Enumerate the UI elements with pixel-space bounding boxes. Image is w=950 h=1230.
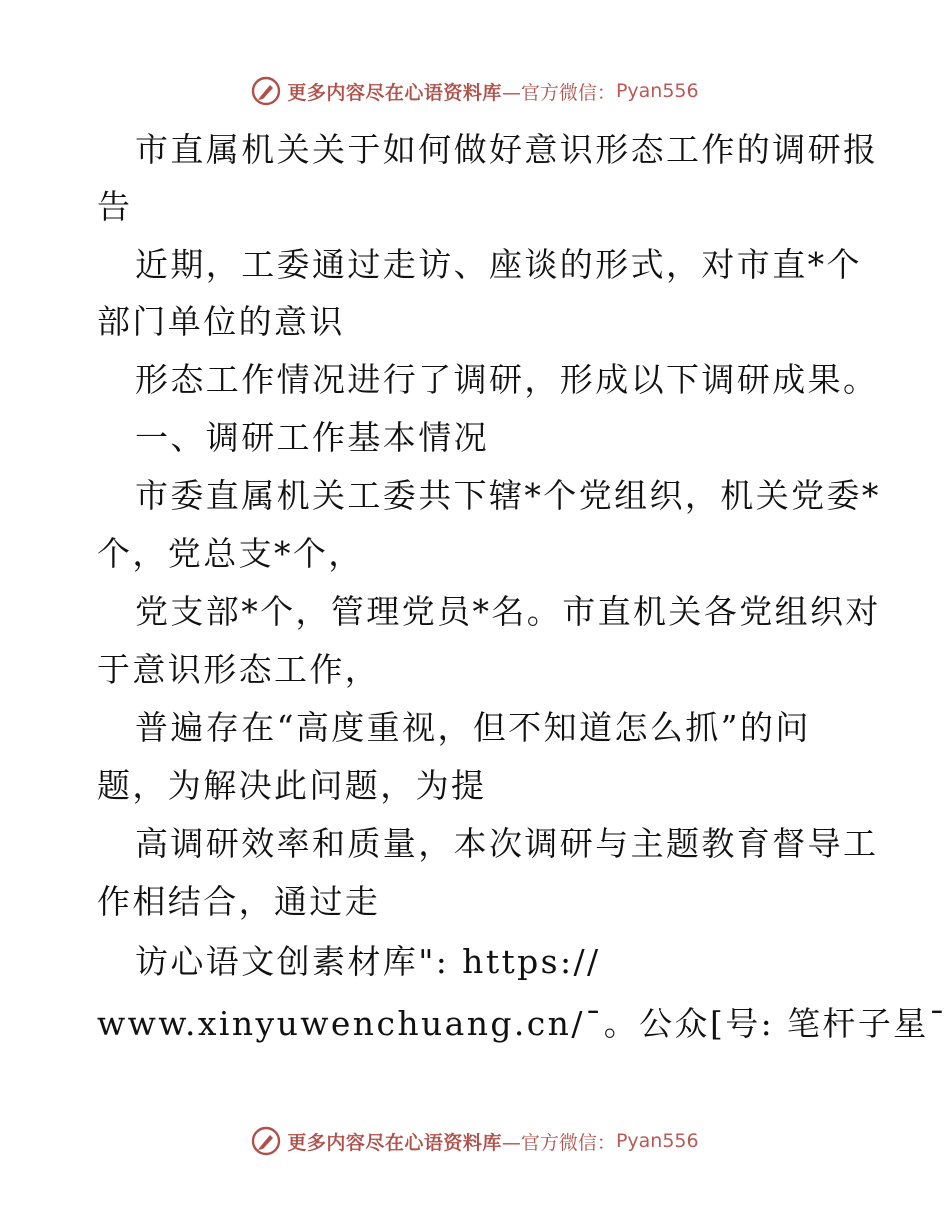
banner-wechat-id: Pyan556	[615, 80, 699, 102]
paragraph-line: 作相结合，通过走	[97, 882, 381, 921]
paragraph-line: 普遍存在“高度重视，但不知道怎么抓”的问	[135, 708, 811, 747]
banner-brand-text: 更多内容尽在心语资料库	[287, 81, 502, 104]
paragraph-line: 市委直属机关工委共下辖*个党组织，机关党委*	[135, 476, 881, 515]
paragraph-line: 近期，工委通过走访、座谈的形式，对市直*个	[135, 245, 862, 284]
paragraph-line: 高调研效率和质量，本次调研与主题教育督导工	[135, 824, 879, 863]
paragraph-line: 访心语文创素材库": https://	[135, 942, 601, 981]
title-line-1: 市直属机关关于如何做好意识形态工作的调研报	[135, 130, 879, 169]
banner-brand-text: 更多内容尽在心语资料库	[287, 1131, 502, 1154]
banner-wechat-id: Pyan556	[615, 1130, 699, 1152]
footer-banner	[0, 1121, 950, 1161]
url-line: www.xinyuwenchuang.cn/¯。公众[号: 笔杆子星¯	[97, 1004, 948, 1043]
banner-wechat-label: —官方微信：	[501, 1131, 616, 1154]
paragraph-line: 形态工作情况进行了调研，形成以下调研成果。	[135, 360, 879, 399]
paragraph-line: 题，为解决此问题，为提	[97, 766, 487, 805]
paragraph-line: 党支部*个，管理党员*名。市直机关各党组织对	[135, 592, 881, 631]
pen-logo-icon	[251, 76, 281, 106]
banner-wechat-label: —官方微信：	[501, 81, 616, 104]
paragraph-line: 个，党总支*个，	[97, 534, 364, 573]
header-banner	[0, 71, 950, 111]
pen-logo-icon	[251, 1126, 281, 1156]
paragraph-line: 部门单位的意识	[97, 302, 345, 341]
title-line-2: 告	[97, 187, 133, 226]
section-heading: 一、调研工作基本情况	[135, 418, 489, 457]
paragraph-line: 于意识形态工作，	[97, 650, 381, 689]
